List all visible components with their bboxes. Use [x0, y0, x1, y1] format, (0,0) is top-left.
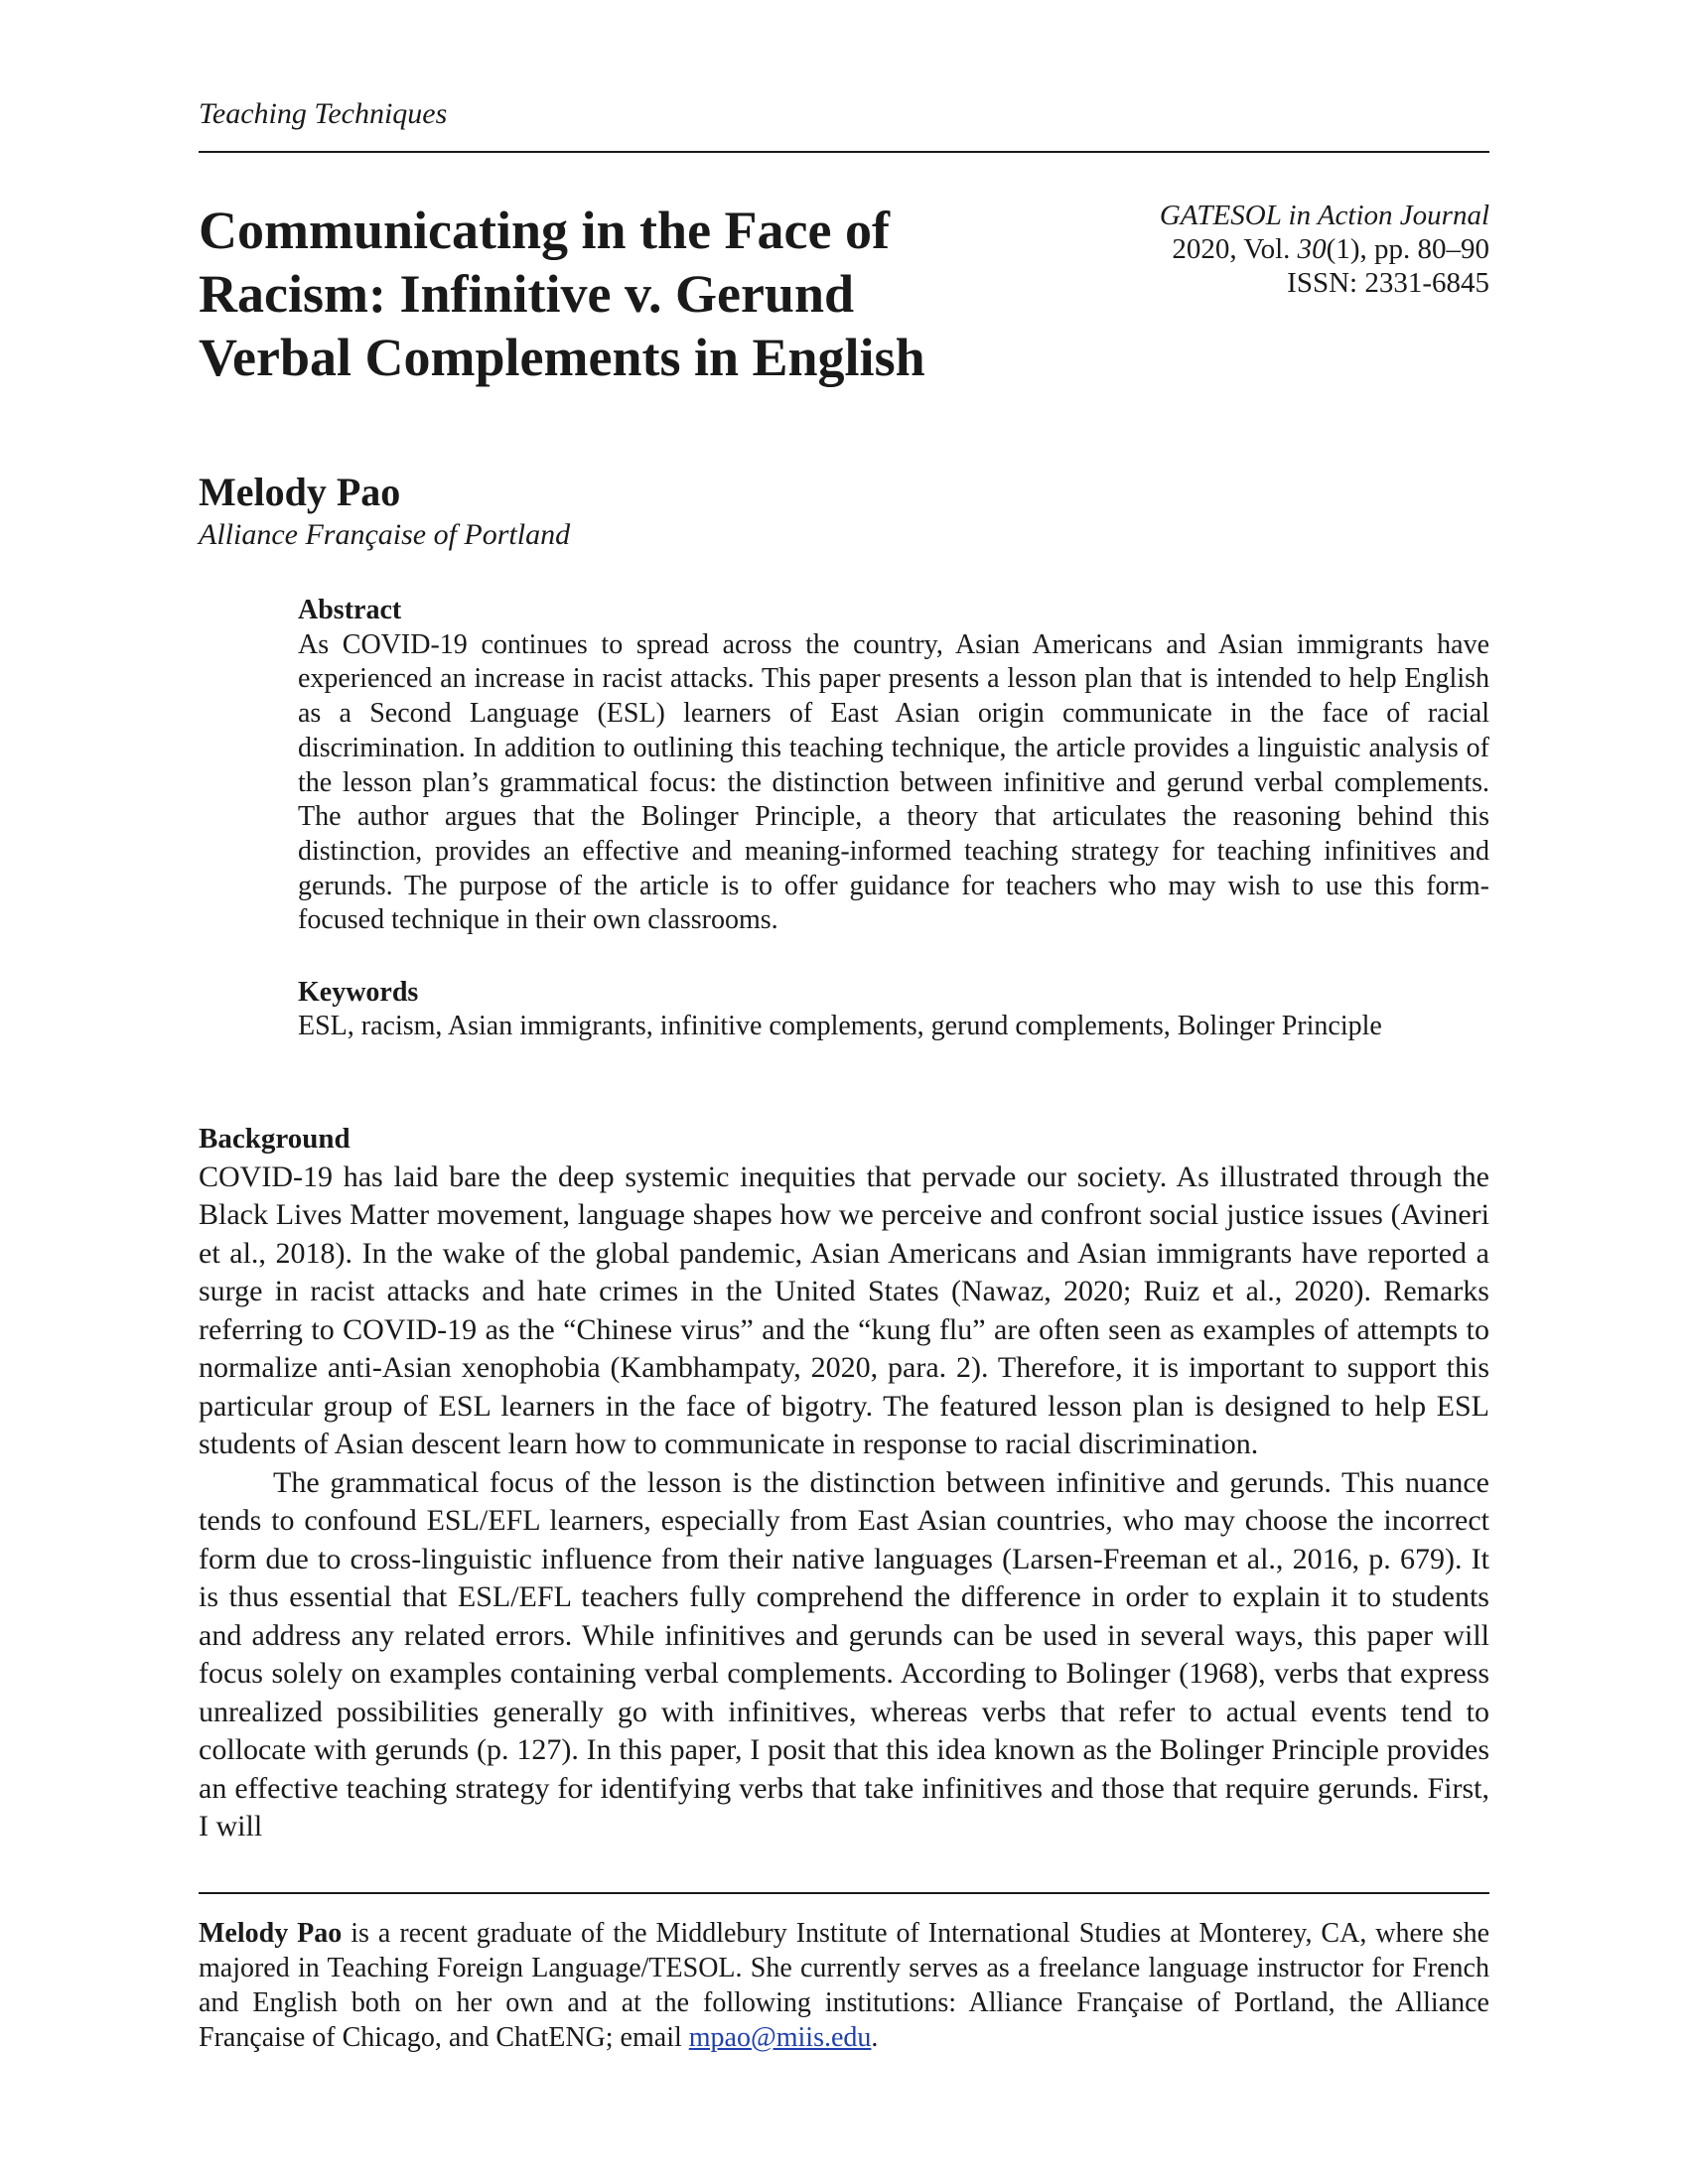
keywords-text: ESL, racism, Asian immigrants, infinitive complements, gerund complements, Bolinger Principle [298, 1011, 1382, 1041]
title-line: Racism: Infinitive v. Gerund [199, 264, 855, 324]
abstract-text: As COVID-19 continues to spread across the country, Asian Americans and Asian immigrants have experienced an increase in racist attacks. This paper presents a lesson plan that is intended to help English as a Second Language (ESL) learners of East Asian origin communicate in the face of racial discrimination. In addition to outlining this teaching technique, the article provides a linguistic analysis of the lesson plan’s grammatical focus: the distinction between infinitive and gerund verbal complements. The author argues that the Bolinger Principle, a theory that articulates the reasoning behind this distinction, provides an effective and meaning-informed teaching strategy for teaching infinitives and gerunds. The purpose of the article is to offer guidance for teachers who may wish to use this form-focused technique in their own classrooms. [298, 628, 1489, 936]
author-affiliation: Alliance Française of Portland [199, 518, 571, 551]
keywords-section [298, 976, 1489, 1043]
title-line: Communicating in the Face of [199, 201, 890, 260]
journal-citation [1160, 199, 1489, 300]
bio-text: is a recent graduate of the Middlebury Institute of International Studies at Monterey, CA, where she majored in Teaching Foreign Language/TESOL. She currently serves as a freelance language instructor for French and English both on her own and at the following institutions: Alliance Française of Portland, the Alliance Française of Chicago, and ChatENG; email [199, 1918, 1490, 2053]
title-line: Verbal Complements in English [199, 328, 925, 387]
background-paragraph-1: COVID-19 has laid bare the deep systemic inequities that pervade our society. As illustrated through the Black Lives Matter movement, language shapes how we perceive and confront social justice issues (Avineri et al., 2018). In the wake of the global pandemic, Asian Americans and Asian immigrants have reported a surge in racist attacks and hate crimes in the United States (Nawaz, 2020; Ruiz et al., 2020). Remarks referring to COVID-19 as the “Chinese virus” and the “kung flu” are often seen as examples of attempts to normalize anti-Asian xenophobia (Kambhampaty, 2020, para. 2). Therefore, it is important to support this particular group of ESL learners in the face of bigotry. The featured lesson plan is designed to help ESL students of Asian descent learn how to communicate in response to racial discrimination. [199, 1160, 1489, 1460]
author-name: Melody Pao [199, 470, 401, 514]
bio-author-name: Melody Pao [199, 1918, 343, 1949]
keywords-heading: Keywords [298, 977, 419, 1008]
abstract-heading: Abstract [298, 595, 402, 625]
journal-volume: 30 [1297, 233, 1327, 265]
email-link[interactable]: mpao@miis.edu [688, 2022, 872, 2053]
author-bio-footnote [199, 1916, 1489, 2055]
background-heading: Background [199, 1123, 351, 1155]
background-section [199, 1120, 1489, 1846]
journal-volume-line [1160, 232, 1489, 266]
journal-name: GATESOL in Action Journal [1159, 200, 1489, 231]
background-paragraph-2: The grammatical focus of the lesson is the distinction between infinitive and gerunds. This nuance tends to confound ESL/EFL learners, especially from East Asian countries, who may choose the incorrect form due to cross-linguistic influence from their native languages (Larsen-Freeman et al., 2016, p. 679). It is thus essential that ESL/EFL teachers fully comprehend the difference in order to explain it to students and address any related errors. While infinitives and gerunds can be used in several ways, this paper will focus solely on examples containing verbal complements. According to Bolinger (1968), verbs that express unrealized possibilities generally go with infinitives, whereas verbs that refer to actual events tend to collocate with gerunds (p. 127). In this paper, I posit that this idea known as the Bolinger Principle provides an effective teaching strategy for identifying verbs that take infinitives and those that require gerunds. First, I will [199, 1465, 1489, 1843]
bio-end: . [871, 2022, 879, 2053]
header-rule [199, 151, 1489, 153]
abstract-section [298, 594, 1489, 938]
running-head: Teaching Techniques [199, 97, 448, 130]
journal-issn: ISSN: 2331-6845 [1287, 267, 1489, 299]
journal-issue-pages: (1), pp. 80–90 [1326, 233, 1489, 265]
footnote-rule [199, 1892, 1489, 1894]
journal-year: 2020, Vol. [1172, 233, 1298, 265]
article-title [199, 199, 1092, 389]
